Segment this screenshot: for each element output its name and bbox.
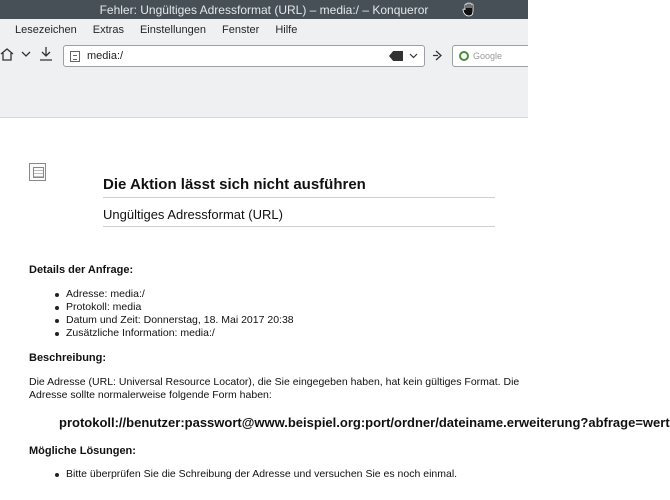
window-title: Fehler: Ungültiges Adressformat (URL) – media:/ – Konqueror [99,2,429,17]
list-item: Protokoll: media [66,301,294,314]
solutions-title: Mögliche Lösungen: [29,445,136,457]
error-heading: Die Aktion lässt sich nicht ausführen [103,176,495,198]
details-title: Details der Anfrage: [29,264,134,276]
hand-cursor-icon [462,2,476,17]
search-placeholder: Google [473,51,503,61]
list-item: Datum und Zeit: Donnerstag, 18. Mai 2017 20:38 [66,314,294,326]
error-page [0,118,670,500]
url-format-example: protokoll://benutzer:passwort@www.beispiel.org:port/ordner/dateiname.erweiterung?abfrage=wert [59,415,670,430]
list-item: Adresse: media:/ [66,288,294,301]
main-toolbar [0,41,528,118]
error-document-icon [29,163,46,181]
menu-bar [0,19,528,41]
clear-address-icon[interactable] [389,51,403,61]
window-titlebar [0,0,528,19]
go-arrow-icon[interactable] [432,49,444,62]
chevron-down-icon[interactable] [21,51,31,58]
list-item: Zusätzliche Information: media:/ [66,327,294,340]
menu-extras[interactable]: Extras [92,24,124,36]
list-item: Bitte überprüfen Sie die Schreibung der Adresse und versuchen Sie es noch einmal. [66,468,458,480]
home-icon[interactable] [0,48,14,61]
menu-settings[interactable]: Einstellungen [139,24,207,36]
menu-bookmarks[interactable]: Lesezeichen [15,24,77,36]
menu-help[interactable]: Hilfe [275,24,298,36]
details-list [66,288,294,340]
address-input[interactable]: media:/ [87,50,124,62]
page-icon [70,51,80,62]
download-icon[interactable] [39,46,53,62]
description-text: Die Adresse (URL: Universal Resource Locator), die Sie eingegeben haben, hat kein gültiges Format. Die Adresse sollte normalerweise folgende Form haben: [29,376,520,401]
web-search-field[interactable] [452,45,528,67]
address-bar[interactable] [63,45,425,67]
search-engine-icon [459,51,469,61]
solutions-list [66,468,457,481]
description-title: Beschreibung: [29,352,107,364]
menu-window[interactable]: Fenster [222,24,260,36]
error-subheading: Ungültiges Adressformat (URL) [103,207,495,227]
chevron-down-icon[interactable] [409,53,418,59]
